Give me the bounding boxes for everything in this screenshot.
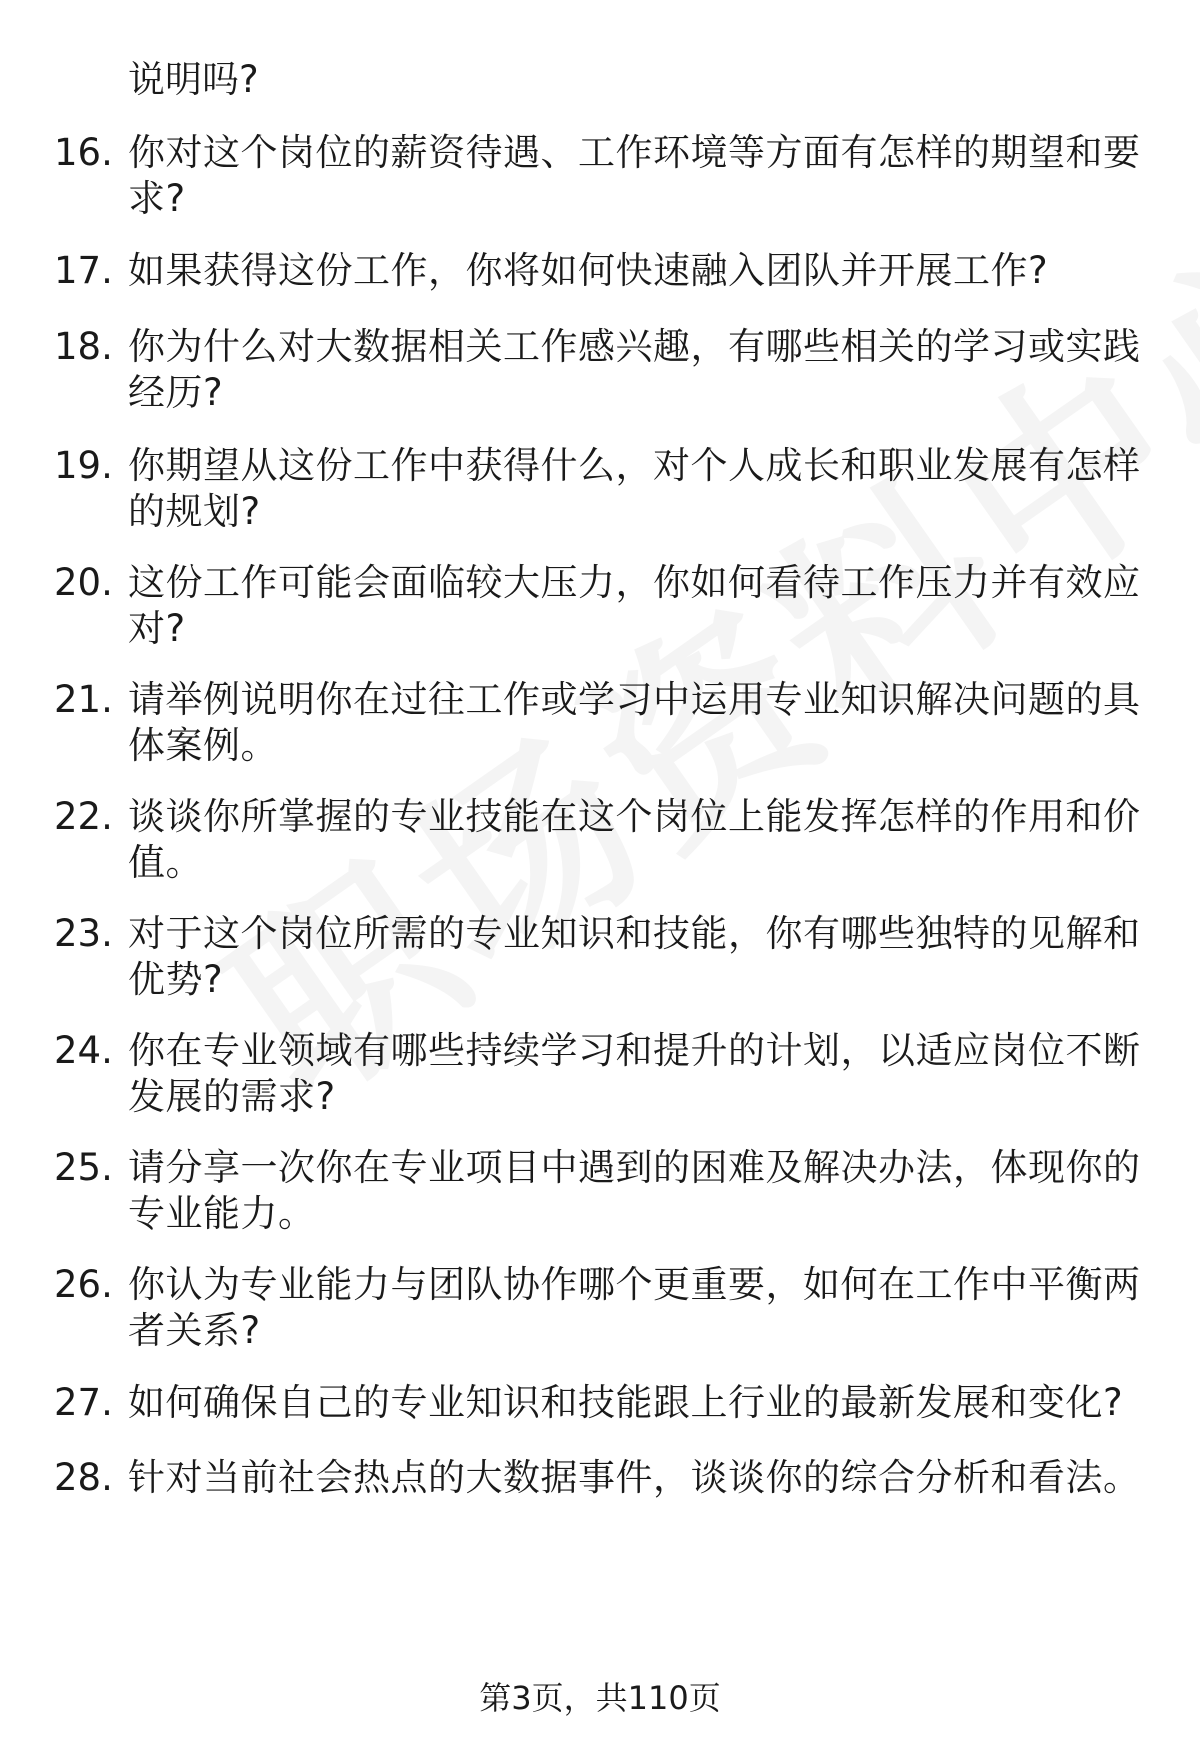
- question-text: 这份工作可能会面临较大压力，你如何看待工作压力并有效应对?: [128, 561, 1141, 650]
- question-text: 针对当前社会热点的大数据事件，谈谈你的综合分析和看法。: [128, 1456, 1141, 1499]
- question-number: 19.: [54, 444, 113, 487]
- question-number: 28.: [54, 1456, 113, 1499]
- question-number: 20.: [54, 561, 113, 604]
- question-text: 请分享一次你在专业项目中遇到的困难及解决办法，体现你的专业能力。: [128, 1146, 1141, 1235]
- question-text: 你认为专业能力与团队协作哪个更重要，如何在工作中平衡两者关系?: [128, 1263, 1141, 1352]
- question-number: 24.: [54, 1029, 113, 1072]
- question-text: 你为什么对大数据相关工作感兴趣，有哪些相关的学习或实践经历?: [128, 325, 1141, 414]
- question-number: 25.: [54, 1146, 113, 1189]
- question-text: 请举例说明你在过往工作或学习中运用专业知识解决问题的具体案例。: [128, 678, 1141, 767]
- question-number: 26.: [54, 1263, 113, 1306]
- page-footer: 第3页，共110页: [479, 1679, 721, 1717]
- continuation-text: 说明吗?: [128, 58, 259, 101]
- question-text: 你对这个岗位的薪资待遇、工作环境等方面有怎样的期望和要求?: [128, 131, 1141, 220]
- question-number: 17.: [54, 249, 113, 292]
- question-text: 如何确保自己的专业知识和技能跟上行业的最新发展和变化?: [128, 1381, 1124, 1424]
- question-number: 27.: [54, 1381, 113, 1424]
- question-text: 谈谈你所掌握的专业技能在这个岗位上能发挥怎样的作用和价值。: [128, 795, 1141, 884]
- question-number: 21.: [54, 678, 113, 721]
- question-text: 如果获得这份工作，你将如何快速融入团队并开展工作?: [128, 249, 1049, 292]
- question-number: 18.: [54, 325, 113, 368]
- question-text: 对于这个岗位所需的专业知识和技能，你有哪些独特的见解和优势?: [128, 912, 1141, 1001]
- question-text: 你在专业领域有哪些持续学习和提升的计划，以适应岗位不断发展的需求?: [128, 1029, 1141, 1118]
- question-number: 22.: [54, 795, 113, 838]
- question-text: 你期望从这份工作中获得什么，对个人成长和职业发展有怎样的规划?: [128, 444, 1141, 533]
- question-number: 16.: [54, 131, 113, 174]
- question-number: 23.: [54, 912, 113, 955]
